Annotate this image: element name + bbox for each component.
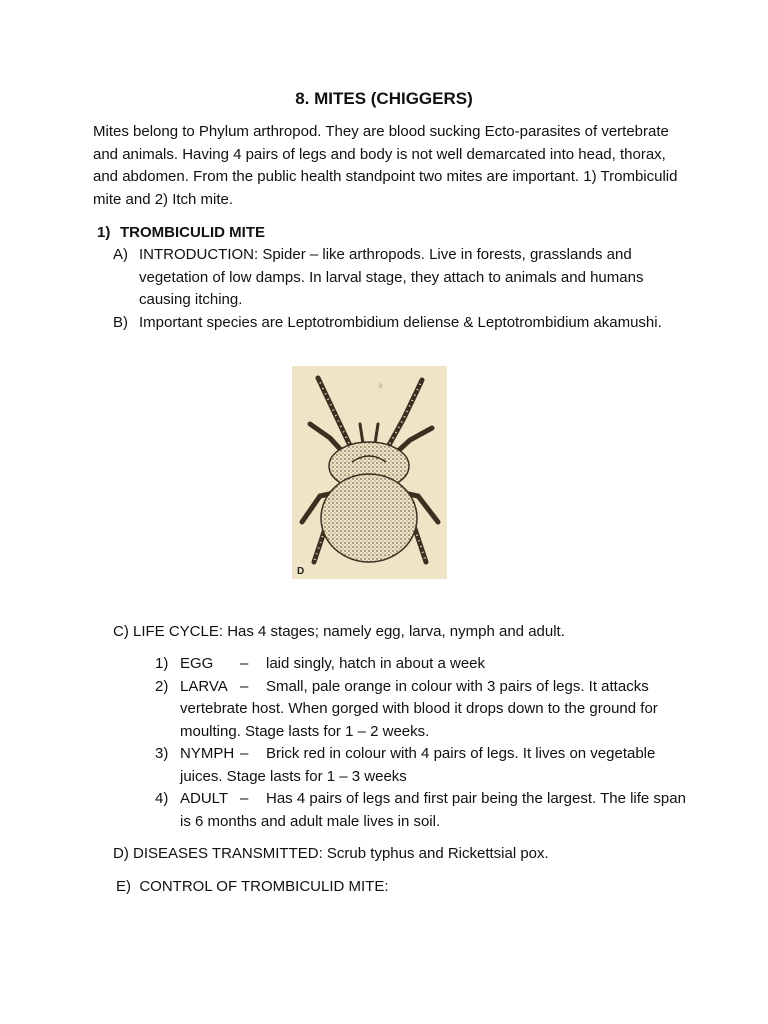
list-item bbox=[155, 676, 695, 744]
list-item bbox=[113, 244, 693, 312]
stage-dash: – bbox=[240, 677, 249, 695]
item-text: Important species are Leptotrombidium deliense & Leptotrombidium akamushi. bbox=[139, 313, 662, 331]
stage-text: Brick red in colour with 4 pairs of legs. It lives on vegetable juices. Stage lasts for 1 – 3 weeks bbox=[180, 745, 656, 785]
stage-name: ADULT bbox=[180, 790, 229, 807]
item-marker: 4) bbox=[155, 790, 169, 807]
mite-drawing bbox=[292, 366, 447, 579]
stage-dash: – bbox=[240, 655, 249, 672]
list-item bbox=[155, 743, 695, 788]
life-cycle-line: C) LIFE CYCLE: Has 4 stages; namely egg, larva, nymph and adult. bbox=[113, 623, 565, 640]
stage-dash: – bbox=[240, 745, 249, 762]
stage-text: laid singly, hatch in about a week bbox=[266, 655, 486, 672]
control-heading: E) CONTROL OF TROMBICULID MITE: bbox=[116, 878, 389, 895]
item-text: INTRODUCTION: Spider – like arthropods. Live in forests, grasslands and vegetation of low damps. In larval stage, they attach to animals and humans causing itching. bbox=[139, 246, 644, 308]
list-item bbox=[155, 653, 695, 676]
section-heading bbox=[97, 222, 265, 245]
stage-list bbox=[155, 653, 695, 833]
section-title: TROMBICULID MITE bbox=[120, 224, 265, 241]
stage-name: EGG bbox=[180, 655, 214, 672]
section-item-list bbox=[113, 244, 693, 334]
stage-name: NYMPH bbox=[180, 745, 235, 762]
stage-text: Small, pale orange in colour with 3 pairs of legs. It attacks vertebrate host. When gorged with blood it drops down to the ground for moulting. Stage lasts for 1 – 2 weeks. bbox=[180, 677, 658, 740]
stage-name: LARVA bbox=[180, 677, 228, 695]
list-item bbox=[155, 788, 695, 833]
item-marker: B) bbox=[113, 313, 128, 331]
page-title: 8. MITES (CHIGGERS) bbox=[295, 89, 473, 108]
figure-letter: D bbox=[297, 566, 305, 577]
stage-dash: – bbox=[240, 790, 249, 807]
stage-text: Has 4 pairs of legs and first pair being the largest. The life span is 6 months and adult male lives in soil. bbox=[180, 790, 686, 830]
intro-paragraph: Mites belong to Phylum arthropod. They are blood sucking Ecto-parasites of vertebrate and animals. Having 4 pairs of legs and body is not well demarcated into head, thorax, and abdomen. From the public health standpoint two mites are important. 1) Trombiculid mite and 2) Itch mite. bbox=[93, 123, 678, 208]
section-number: 1) bbox=[97, 224, 111, 241]
item-marker: A) bbox=[113, 246, 128, 263]
list-item bbox=[113, 312, 693, 335]
item-marker: 1) bbox=[155, 655, 169, 672]
mite-illustration bbox=[292, 366, 447, 579]
item-marker: 2) bbox=[155, 677, 169, 695]
figure-watermark: a bbox=[378, 381, 383, 390]
diseases-line: D) DISEASES TRANSMITTED: Scrub typhus and Rickettsial pox. bbox=[113, 845, 549, 862]
item-marker: 3) bbox=[155, 745, 169, 762]
